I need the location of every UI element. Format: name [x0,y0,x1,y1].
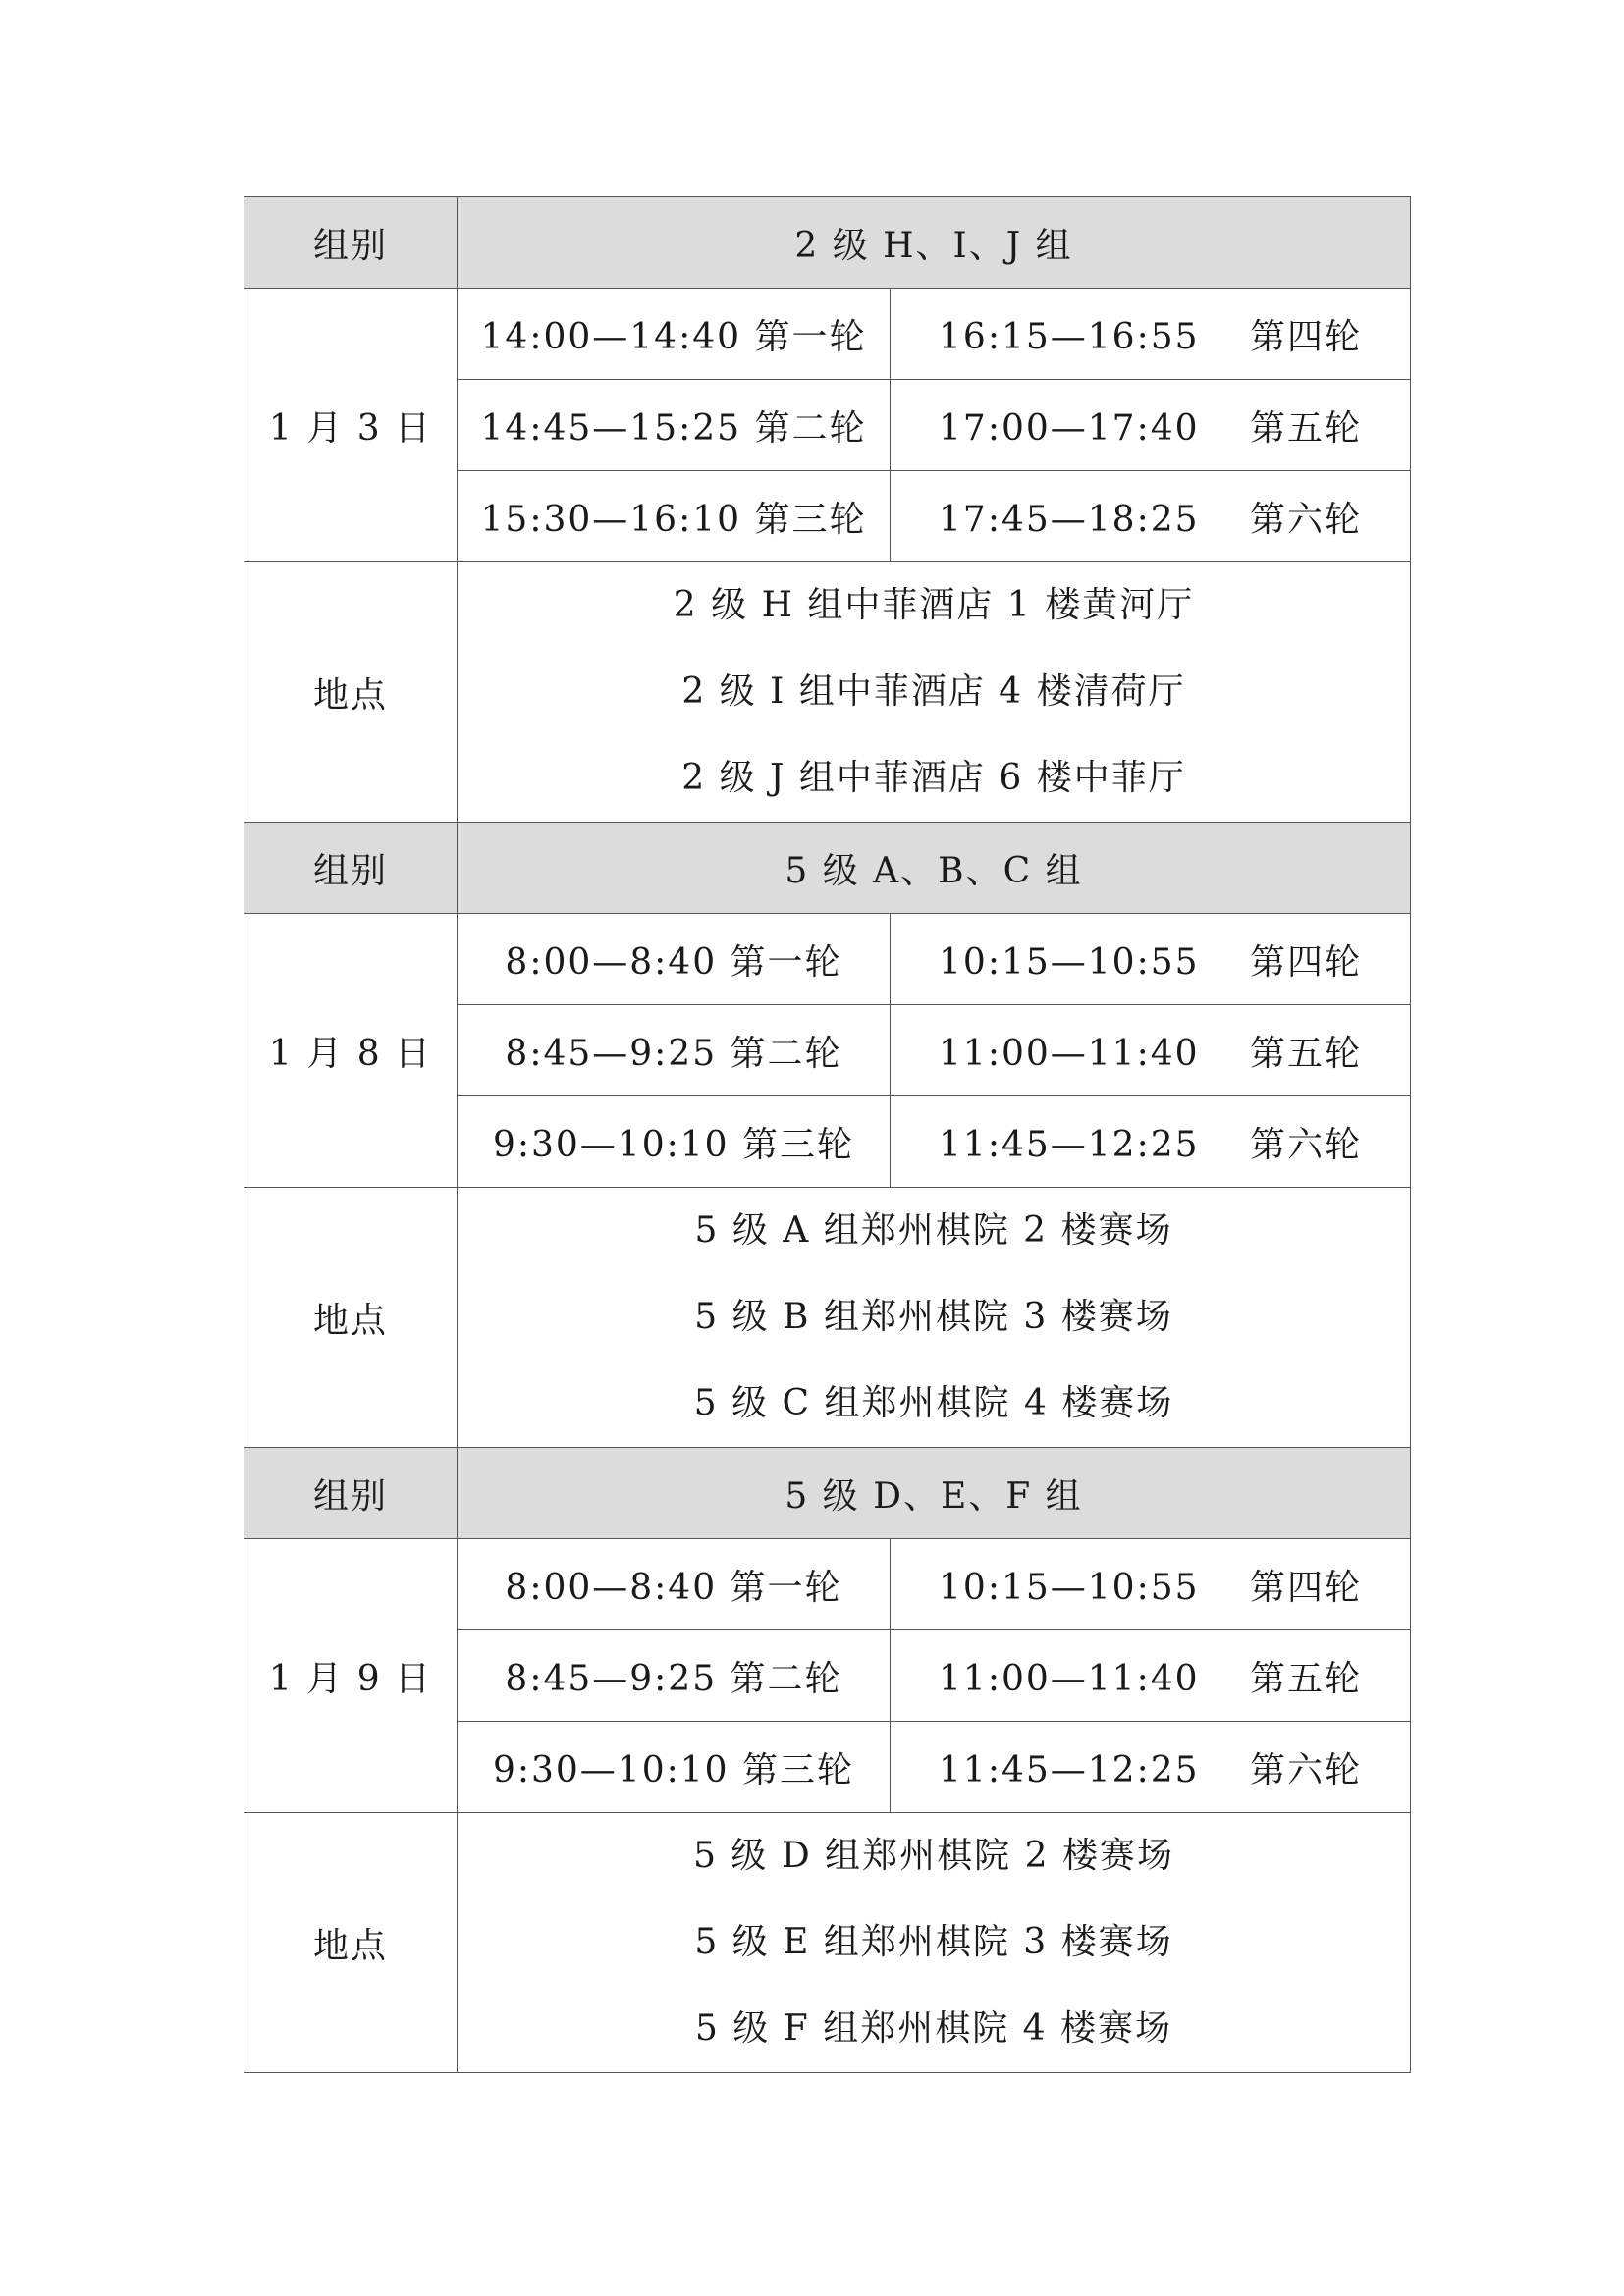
group-header-row [244,197,1411,289]
group-title: 2 级 H、I、J 组 [458,197,1411,289]
round-cell: 8:00—8:40 第一轮 [458,1539,891,1630]
round-cell: 8:00—8:40 第一轮 [458,914,891,1005]
round-cell: 16:15—16:55 第四轮 [891,289,1411,380]
round-cell: 11:45—12:25 第六轮 [891,1096,1411,1188]
venue-line: 5 级 E 组郑州棋院 3 楼赛场 [694,1922,1173,1962]
venue-line: 5 级 C 组郑州棋院 4 楼赛场 [693,1383,1174,1423]
round-cell: 15:30—16:10 第三轮 [458,471,891,562]
round-cell: 8:45—9:25 第二轮 [458,1005,891,1096]
venue-label: 地点 [244,562,458,823]
group-title: 5 级 D、E、F 组 [458,1448,1411,1539]
round-cell: 11:00—11:40 第五轮 [891,1005,1411,1096]
date-cell: 1 月 8 日 [244,914,458,1188]
venue-line: 5 级 D 组郑州棋院 2 楼赛场 [693,1836,1174,1876]
round-row [244,914,1411,1005]
venue-cell [458,1813,1411,2073]
round-cell: 17:45—18:25 第六轮 [891,471,1411,562]
venue-line: 2 级 H 组中菲酒店 1 楼黄河厅 [673,585,1195,625]
venue-line: 5 级 A 组郑州棋院 2 楼赛场 [694,1210,1173,1251]
venue-label: 地点 [244,1813,458,2073]
round-cell: 10:15—10:55 第四轮 [891,914,1411,1005]
round-row [244,289,1411,380]
round-row [244,1539,1411,1630]
round-cell: 14:00—14:40 第一轮 [458,289,891,380]
venue-line: 5 级 B 组郑州棋院 3 楼赛场 [694,1297,1173,1337]
venue-row [244,1813,1411,2073]
venue-line: 2 级 J 组中菲酒店 6 楼中菲厅 [681,758,1186,798]
venue-label: 地点 [244,1188,458,1448]
round-cell: 9:30—10:10 第三轮 [458,1722,891,1813]
venue-row [244,562,1411,823]
venue-row [244,1188,1411,1448]
group-label: 组别 [244,823,458,914]
round-cell: 10:15—10:55 第四轮 [891,1539,1411,1630]
round-cell: 17:00—17:40 第五轮 [891,380,1411,471]
venue-cell [458,1188,1411,1448]
group-label: 组别 [244,197,458,289]
group-title: 5 级 A、B、C 组 [458,823,1411,914]
round-cell: 8:45—9:25 第二轮 [458,1630,891,1722]
round-cell: 11:45—12:25 第六轮 [891,1722,1411,1813]
group-header-row [244,1448,1411,1539]
group-label: 组别 [244,1448,458,1539]
venue-line: 2 级 I 组中菲酒店 4 楼清荷厅 [681,671,1186,712]
round-cell: 9:30—10:10 第三轮 [458,1096,891,1188]
date-cell: 1 月 3 日 [244,289,458,562]
round-cell: 11:00—11:40 第五轮 [891,1630,1411,1722]
group-header-row [244,823,1411,914]
venue-line: 5 级 F 组郑州棋院 4 楼赛场 [695,2008,1173,2049]
venue-cell [458,562,1411,823]
round-cell: 14:45—15:25 第二轮 [458,380,891,471]
schedule-table [244,196,1411,2073]
date-cell: 1 月 9 日 [244,1539,458,1813]
